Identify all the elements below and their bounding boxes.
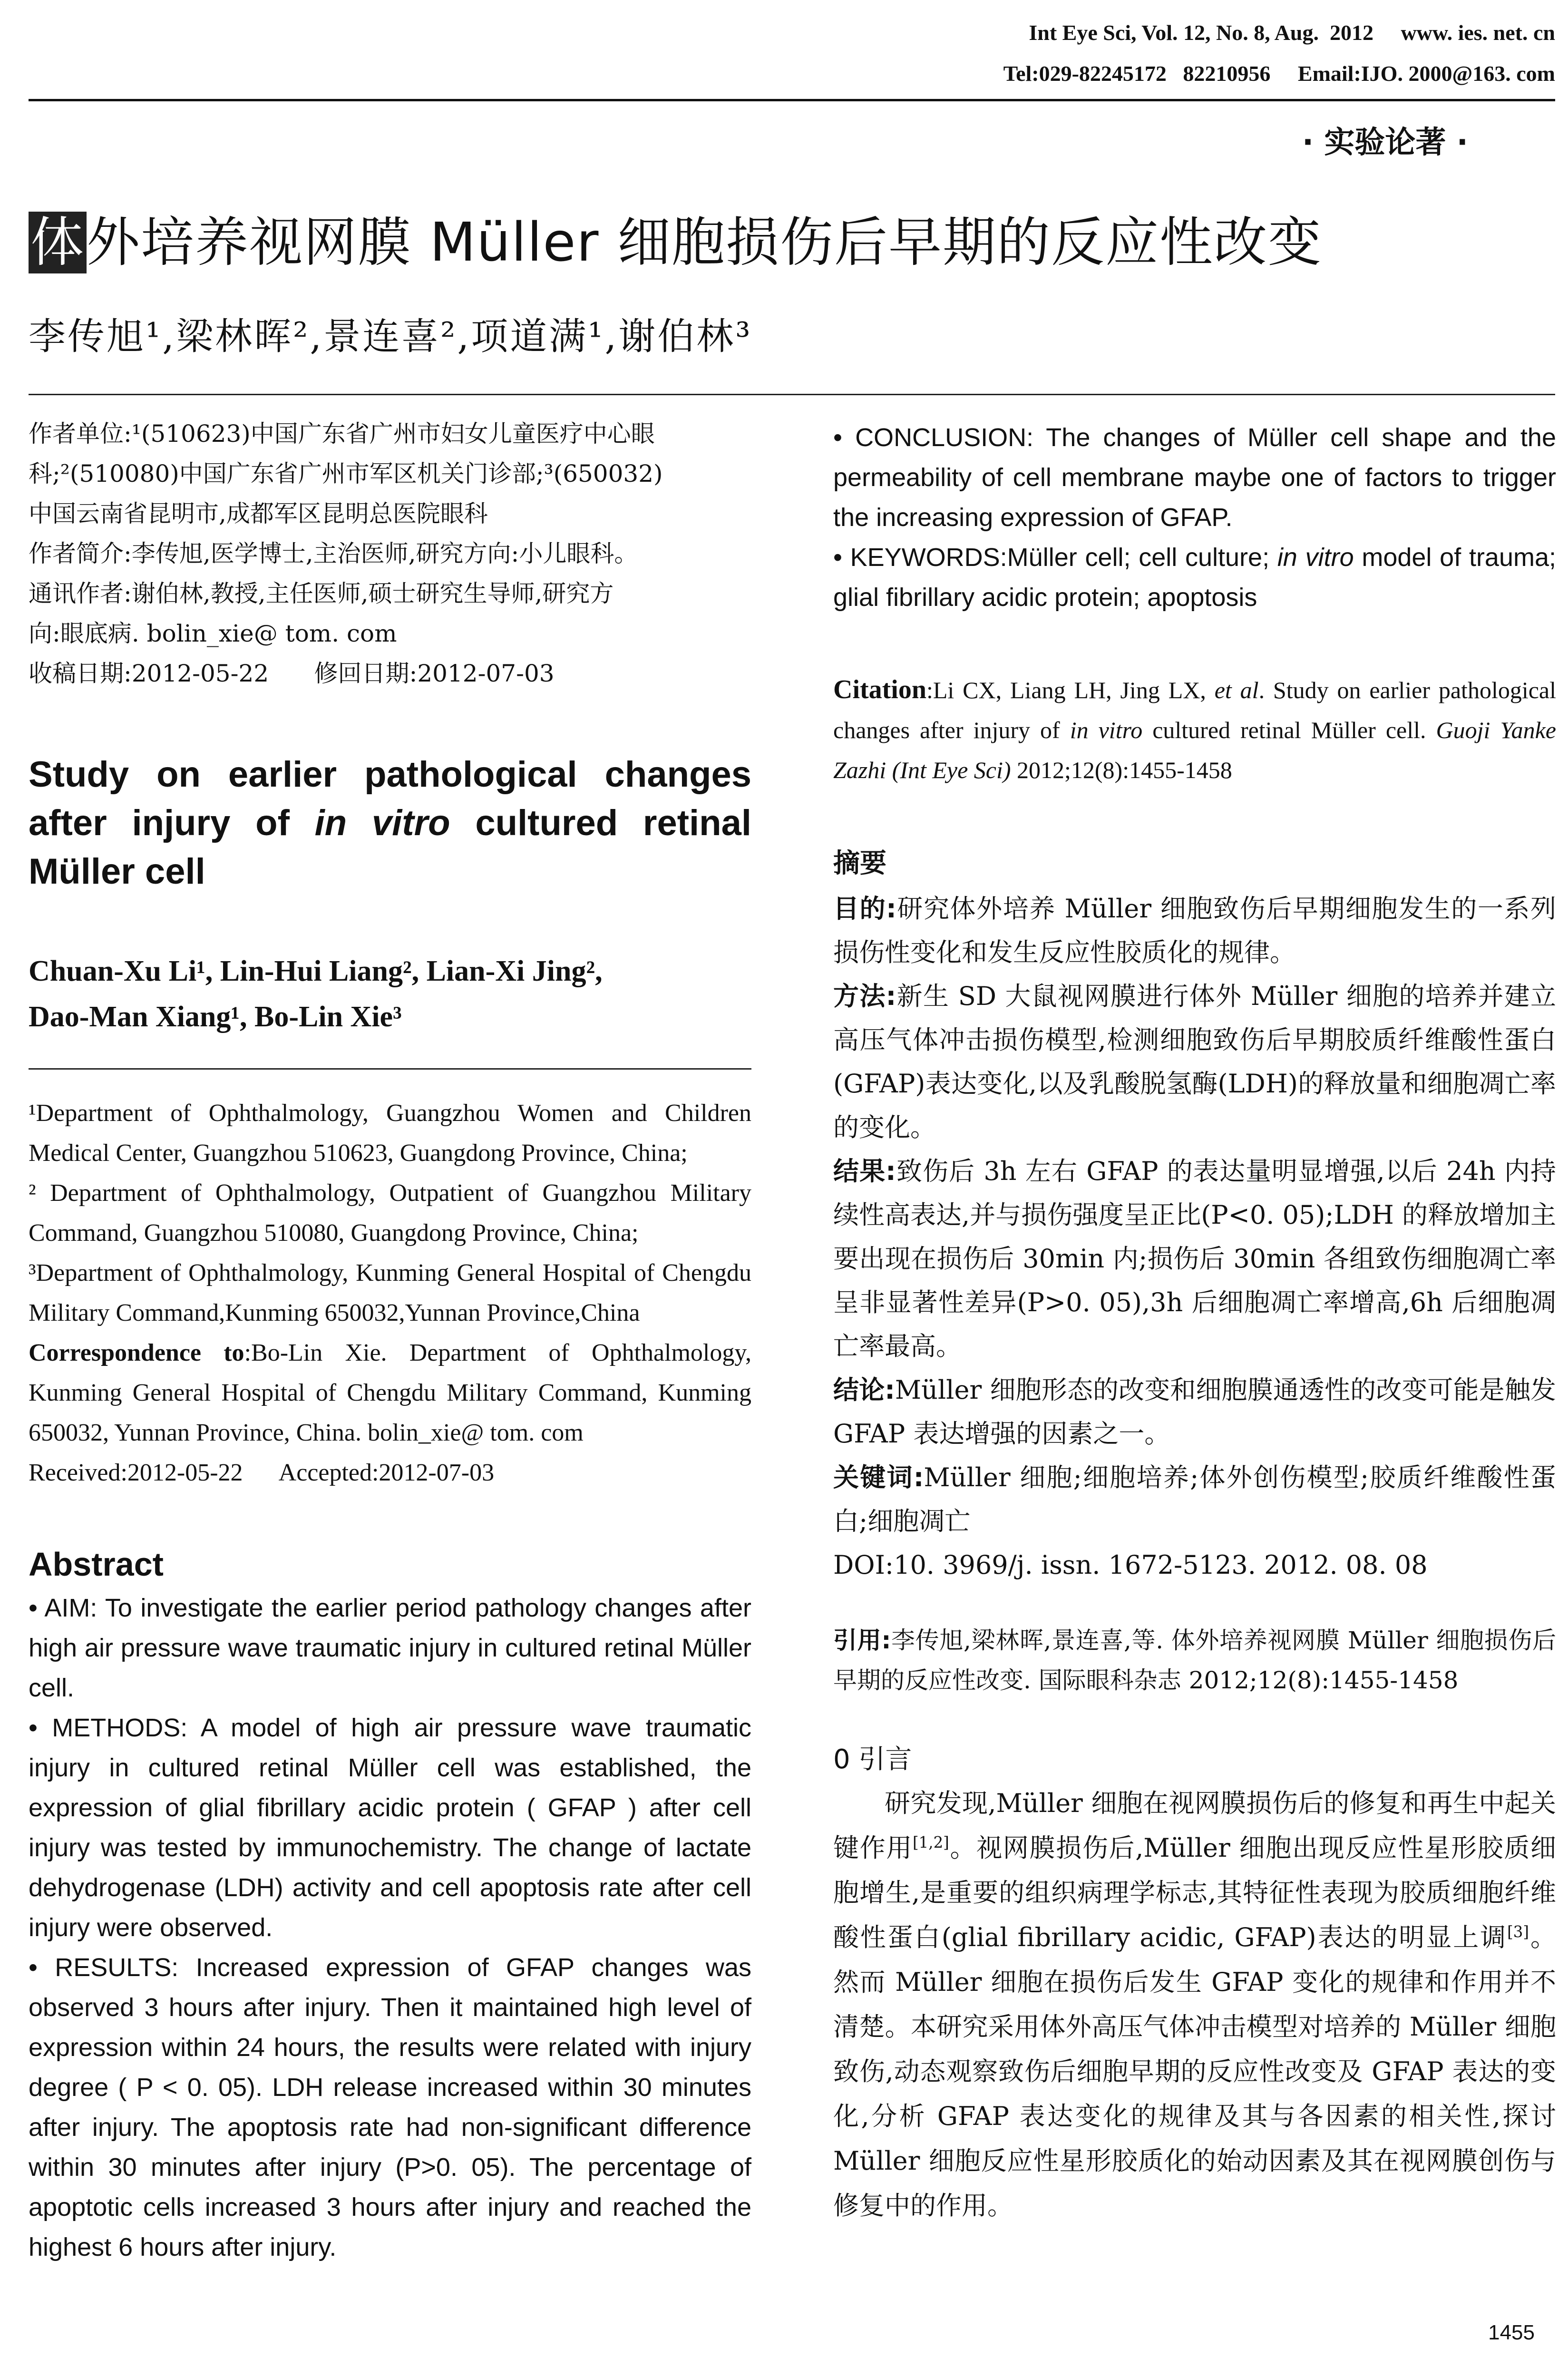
intro-heading: 0 引言 (833, 1744, 912, 1775)
journal-header-line2: Tel:029-82245172 82210956 Email:IJO. 2000@163. com (1003, 61, 1555, 86)
cn-keywords-text: Müller 细胞;细胞培养;体外创伤模型;胶质纤维酸性蛋白;细胞凋亡 (833, 1462, 1556, 1536)
cn-abstract-body (833, 887, 1556, 1587)
cn-abstract-results (833, 1150, 1556, 1368)
title-first-char: 体 (29, 212, 87, 273)
en-title-part-a: Study on earlier pathological changes after injury of (29, 754, 751, 843)
abstract-heading: Abstract (29, 1546, 164, 1583)
affiliation: ¹Department of Ophthalmology, Guangzhou Women and Children Medical Center, Guangzhou 510623, Guangdong Province, China; (29, 1100, 751, 1167)
intro-ref-1: [1,2] (913, 1833, 949, 1851)
abstract-results: • RESULTS: Increased expression of GFAP changes was observed 3 hours after injury. Then it maintained high level of expression within 24 hours, the results were related with injury degree ( P < 0. 05). LDH release increased within 30 minutes after injury. The apoptosis rate had non-significant difference within 30 minutes after injury (P>0. 05). The percentage of apoptotic cells increased 3 hours after injury and reached the highest 6 hours after injury. (29, 1953, 751, 2261)
citation-invitro: in vitro (1070, 717, 1143, 743)
cn-conclusion-text: Müller 细胞形态的改变和细胞膜通透性的改变可能是触发 GFAP 表达增强的因素之一。 (833, 1375, 1556, 1449)
keywords-italic: in vitro (1277, 543, 1354, 572)
cn-methods-label: 方法: (833, 981, 896, 1011)
abstract-methods: • METHODS: A model of high air pressure wave traumatic injury in cultured retinal Müller cell was established, the expression of glial fibrillary acidic protein ( GFAP ) after cell injury was tested by immunochemistry. The change of lactate dehydrogenase (LDH) activity and cell apoptosis rate after cell injury were observed. (29, 1714, 751, 1942)
citation-text-c: cultured retinal Müller cell. (1142, 717, 1436, 743)
abstract-aim: • AIM: To investigate the earlier period pathology changes after high air pressure wave traumatic injury in cultured retinal Müller cell. (29, 1594, 751, 1702)
en-title (29, 750, 751, 896)
cn-citation (833, 1620, 1556, 1700)
intro-text-c: 。然而 Müller 细胞在损伤后发生 GFAP 变化的规律和作用并不清楚。本研究采用体外高压气体冲击模型对培养的 Müller 细胞致伤,动态观察致伤后细胞早期的反应性改变及 GFAP 表达的变化,分析 GFAP 表达变化的规律及其与各因素的相关性,探讨 Müller 细胞反应性星形胶质化的始动因素及其在视网膜创伤与修复中的作用。 (833, 1922, 1556, 2221)
cn-aim-label: 目的: (833, 894, 896, 924)
correspondence-label: Correspondence to (29, 1339, 244, 1366)
cn-authors: 李传旭¹,梁林晖²,景连喜²,项道满¹,谢伯林³ (29, 315, 752, 358)
cn-citation-text: 李传旭,梁林晖,景连喜,等. 体外培养视网膜 Müller 细胞损伤后早期的反应性改变. 国际眼科杂志 2012;12(8):1455-1458 (833, 1627, 1556, 1694)
cn-abstract-heading: 摘要 (833, 848, 886, 879)
header-rule (29, 99, 1555, 101)
citation-text-b: . Study on earlier pathological changes after injury of (833, 677, 1556, 743)
right-column (833, 418, 1556, 2228)
cn-conclusion-label: 结论: (833, 1375, 895, 1405)
correspondence (29, 1333, 751, 1453)
citation-label: Citation (833, 675, 926, 704)
doi: DOI:10. 3969/j. issn. 1672-5123. 2012. 08. 08 (833, 1550, 1428, 1580)
affil-rule (29, 1068, 751, 1070)
cn-info-line: 科;²(510080)中国广东省广州市军区机关门诊部;³(650032) (29, 460, 663, 487)
received-dates: Received:2012-05-22 Accepted:2012-07-03 (29, 1459, 495, 1486)
intro-paragraph (833, 1781, 1556, 2228)
cn-abstract-aim (833, 887, 1556, 974)
cn-results-text: 致伤后 3h 左右 GFAP 的表达量明显增强,以后 24h 内持续性高表达,并与损伤强度呈正比(P<0. 05);LDH 的释放增加主要出现在损伤后 30min 内;损伤后 30min 各组致伤细胞凋亡率呈非显著性差异(P>0. 05),3h 后细胞凋亡率增高,6h 后细胞凋亡率最高。 (833, 1156, 1556, 1361)
journal-header-line1: Int Eye Sci, Vol. 12, No. 8, Aug. 2012 www. ies. net. cn (1029, 20, 1555, 45)
abstract-conclusion: • CONCLUSION: The changes of Müller cell shape and the permeability of cell membrane maybe one of factors to trigger the increasing expression of GFAP. (833, 423, 1556, 532)
title-rest: 外培养视网膜 Müller 细胞损伤后早期的反应性改变 (87, 212, 1323, 273)
left-column (29, 414, 751, 2267)
abstract-body (29, 1588, 751, 2267)
page-number: 1455 (1488, 2321, 1535, 2344)
cn-info-line: 作者单位:¹(510623)中国广东省广州市妇女儿童医疗中心眼 (29, 420, 655, 448)
cn-info-line: 向:眼底病. bolin_xie@ tom. com (29, 620, 397, 647)
citation-text-d: 2012;12(8):1455-1458 (1011, 757, 1232, 783)
intro-body (833, 1781, 1556, 2228)
keywords-part-b: model of trauma; glial fibrillary acidic protein; apoptosis (833, 543, 1557, 612)
abstract-continued (833, 418, 1556, 617)
en-authors-line1: Chuan-Xu Li¹, Lin-Hui Liang², Lian-Xi Jing², (29, 955, 603, 987)
affiliation: ² Department of Ophthalmology, Outpatient of Guangzhou Military Command, Guangzhou 510080, Guangdong Province, China; (29, 1179, 751, 1247)
intro-text-a: 研究发现,Müller 细胞在视网膜损伤后的修复和再生中起关键作用 (833, 1788, 1556, 1863)
en-authors-line2: Dao-Man Xiang¹, Bo-Lin Xie³ (29, 1001, 402, 1033)
cn-citation-label: 引用: (833, 1627, 891, 1654)
keywords-part-a: • KEYWORDS:Müller cell; cell culture; (833, 543, 1277, 572)
citation-etal: et al (1214, 677, 1259, 703)
cn-abstract-keywords (833, 1456, 1556, 1543)
intro-text-b: 。视网膜损伤后,Müller 细胞出现反应性星形胶质细胞增生,是重要的组织病理学标志,其特征性表现为胶质细胞纤维酸性蛋白(glial fibrillary acidic, GFAP)表达的明显上调 (833, 1833, 1557, 1952)
en-title-part-b: cultured retinal Müller cell (29, 803, 751, 892)
correspondence-text: :Bo-Lin Xie. Department of Ophthalmology, Kunming General Hospital of Chengdu Military Command, Kunming 650032, Yunnan Province, China. bolin_xie@ tom. com (29, 1339, 752, 1446)
cn-info-line: 收稿日期:2012-05-22 修回日期:2012-07-03 (29, 660, 555, 687)
cn-author-info (29, 414, 751, 693)
affiliations (29, 1093, 751, 1493)
en-title-italic: in vitro (314, 803, 450, 843)
section-tag: · 实验论著 · (1302, 125, 1468, 160)
abstract-keywords (833, 537, 1556, 617)
affiliation: ³Department of Ophthalmology, Kunming General Hospital of Chengdu Military Command,Kunming 650032,Yunnan Province,China (29, 1259, 751, 1326)
article-title (29, 200, 1322, 276)
en-authors (29, 948, 751, 1040)
cn-methods-text: 新生 SD 大鼠视网膜进行体外 Müller 细胞的培养并建立高压气体冲击损伤模型,检测细胞致伤后早期胶质纤维酸性蛋白(GFAP)表达变化,以及乳酸脱氢酶(LDH)的释放量和细胞凋亡率的变化。 (833, 981, 1556, 1142)
cn-keywords-label: 关键词: (833, 1462, 924, 1492)
cn-info-line: 作者简介:李传旭,医学博士,主治医师,研究方向:小儿眼科。 (29, 540, 638, 567)
cn-results-label: 结果: (833, 1156, 896, 1186)
cn-abstract-methods (833, 974, 1556, 1150)
title-rule (29, 394, 1555, 395)
cn-abstract-conclusion (833, 1368, 1556, 1456)
cn-info-line: 通讯作者:谢伯林,教授,主任医师,硕士研究生导师,研究方 (29, 580, 614, 607)
cn-aim-text: 研究体外培养 Müller 细胞致伤后早期细胞发生的一系列损伤性变化和发生反应性胶质化的规律。 (833, 894, 1556, 967)
cn-info-line: 中国云南省昆明市,成都军区昆明总医院眼科 (29, 500, 488, 527)
citation-journal: Guoji Yanke Zazhi (Int Eye Sci) (833, 717, 1556, 783)
citation (833, 670, 1556, 790)
citation-text-a: :Li CX, Liang LH, Jing LX, (926, 677, 1215, 703)
intro-ref-2: [3] (1507, 1923, 1529, 1941)
